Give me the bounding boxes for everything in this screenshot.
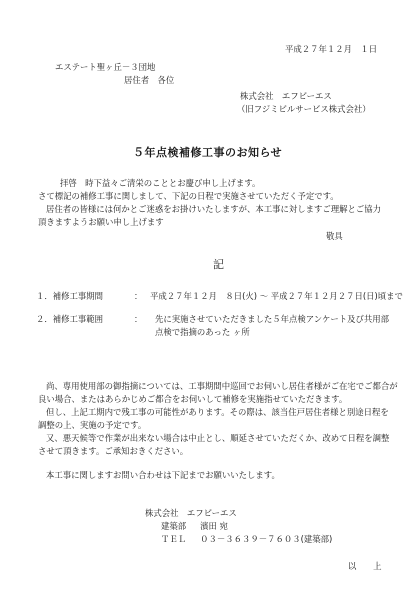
period-label: １．補修工事期間 — [36, 291, 103, 301]
recipient-residents: 居住者 各位 — [124, 75, 175, 85]
closing-keigu: 敬具 — [326, 231, 343, 241]
sender-company: 株式会社 エフビーエス — [240, 91, 332, 101]
ijo-closing: 以 上 — [348, 561, 382, 571]
body-line-4: 頂きますようお願い申し上げます — [38, 217, 164, 227]
scope-label: ２．補修工事範囲 — [36, 314, 103, 324]
document-title: ５年点検補修工事のお知らせ — [133, 146, 283, 159]
note-3-line-1: 又、悪天候等で作業が出来ない場合は中止とし、順延させていただくか、改めて日程を調整 — [46, 433, 390, 443]
document-date: 平成２７年１２月 １日 — [285, 44, 378, 54]
footer-company: 株式会社 エフビーエス — [145, 508, 237, 518]
note-1-line-2: 良い場合、またはあらかじめご都合をお伺いして補修を実施指せていただきます。 — [38, 394, 348, 404]
body-line-2: さて標記の補修工事に関しまして、下記の日程で実施させていただく予定です。 — [38, 191, 339, 201]
recipient-estate: エステート聖ヶ丘－３団地 — [55, 62, 156, 72]
footer-tel-label: ＴＥＬ — [161, 534, 187, 544]
body-line-3: 居住者の皆様には何かとご迷惑をお掛けいたしますが、本工事に対しますご理解とご協力 — [46, 204, 381, 214]
note-3-line-2: させて頂きます。ご承知おきください。 — [38, 446, 189, 456]
footer-department: 建築部 — [161, 521, 187, 531]
note-2-line-1: 但し、上記工期内で残工事の可能性があります。その際は、該当住戸居住者様と別途日程を — [46, 407, 389, 417]
footer-department-line — [161, 521, 228, 532]
period-colon: ： — [134, 291, 143, 301]
footer-person: 濱田 宛 — [200, 521, 228, 531]
note-1-line-1: 尚、専用使用部の御指摘については、工事期間中巡回でお伺いし居住者様がご在宅でご都合が — [46, 381, 398, 391]
footer-tel-number: ０３－３６３９－７６０３(建築部) — [200, 534, 333, 544]
period-value: 平成２７年１２月 ８日(火) ～ 平成２７年１２月２７日(日)頃まで — [150, 291, 403, 301]
footer-tel-line — [161, 534, 332, 545]
contact-line: 本工事に関しますお問い合わせは下記までお願いいたします。 — [46, 470, 280, 480]
sender-former-name: （旧フジミビルサービス株式会社） — [237, 104, 371, 114]
ki-heading: 記 — [213, 258, 224, 271]
greeting-line: 拝啓 時下益々ご清栄のこととお慶び申し上げます。 — [60, 178, 261, 188]
scope-line-2: 点検で指摘のあった ヶ所 — [155, 327, 250, 337]
scope-line-1: 先に実施させていただきました５年点検アンケート及び共用部 — [155, 314, 389, 324]
scope-colon: ： — [134, 314, 143, 324]
note-2-line-2: 調整の上、実施の予定です。 — [38, 420, 147, 430]
